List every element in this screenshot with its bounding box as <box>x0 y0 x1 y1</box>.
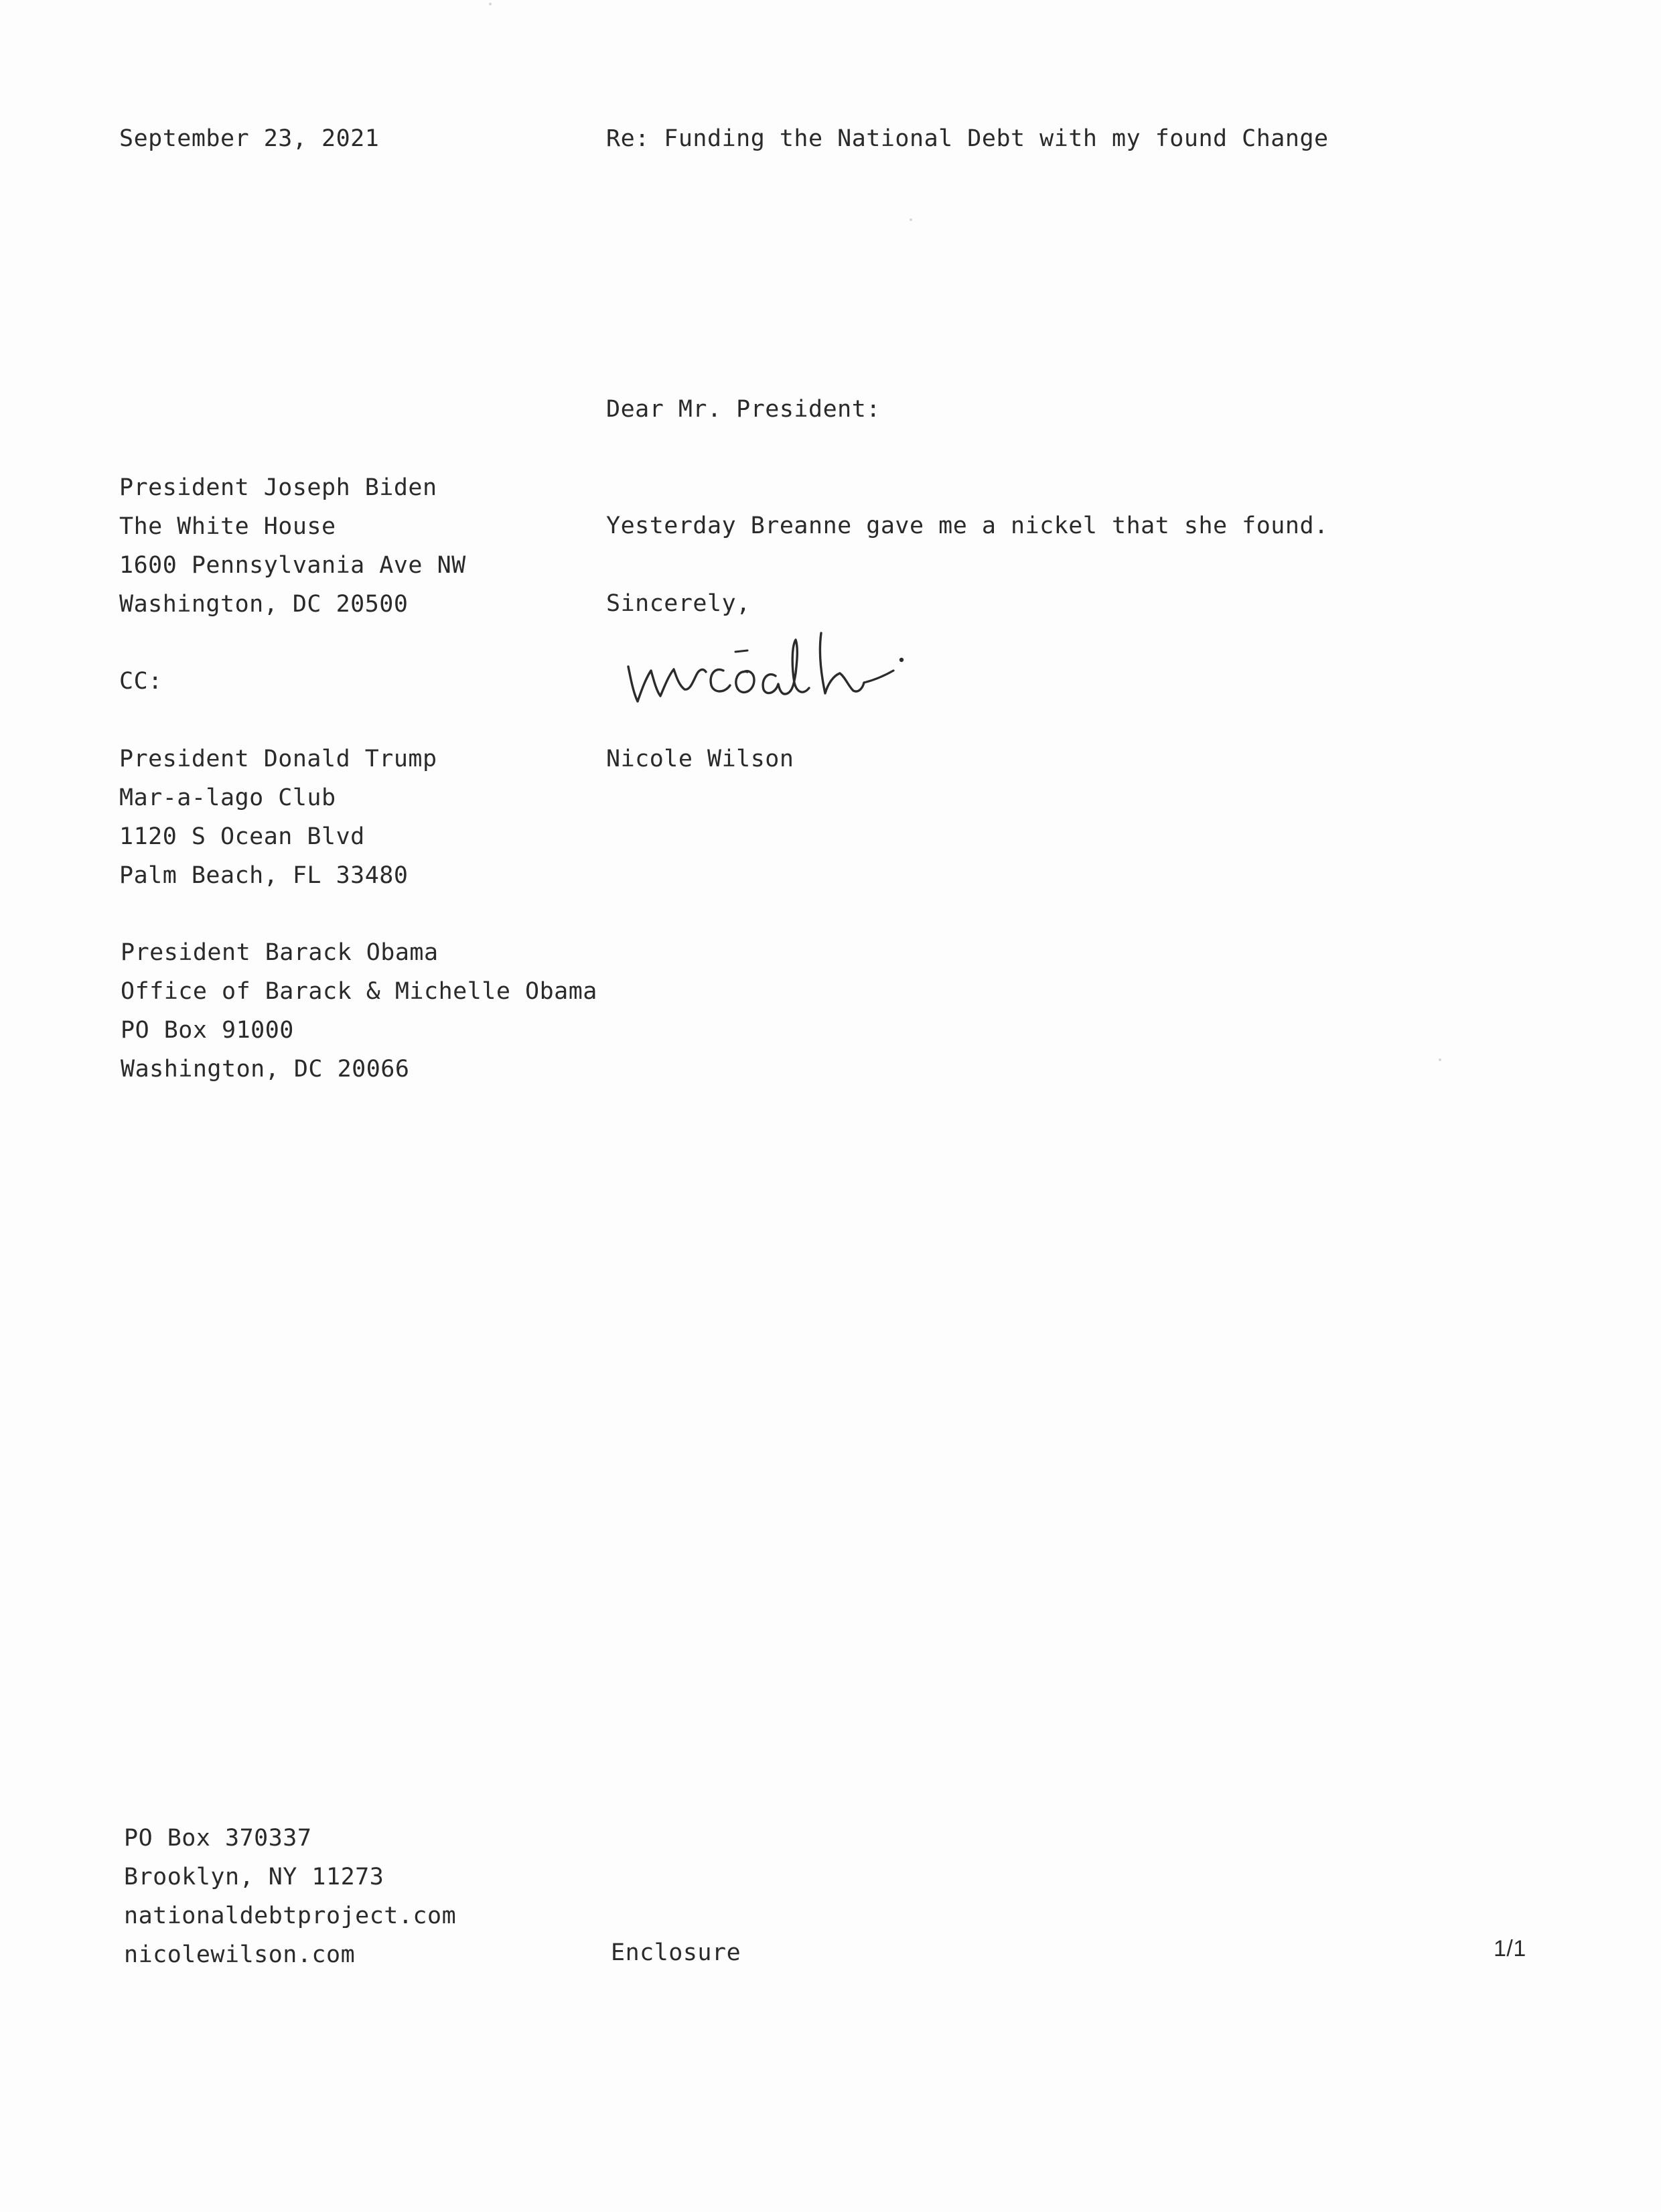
cc2-name: President Barack Obama <box>121 939 439 966</box>
subject-line <box>606 119 1329 158</box>
letter-body <box>606 506 1329 545</box>
footer-website-2: nicolewilson.com <box>124 1941 356 1968</box>
cc-address-1 <box>119 740 437 895</box>
recipient-address <box>119 468 466 624</box>
enclosure-text: Enclosure <box>611 1939 741 1966</box>
scan-speck <box>489 3 492 5</box>
body-text: Yesterday Breanne gave me a nickel that she found. <box>606 512 1329 539</box>
scan-speck <box>910 218 912 221</box>
cc-address-2 <box>121 933 597 1089</box>
footer-city: Brooklyn, NY 11273 <box>124 1864 384 1890</box>
cc1-name: President Donald Trump <box>119 746 437 772</box>
sender-name <box>606 740 794 778</box>
salutation-text: Dear Mr. President: <box>606 396 881 423</box>
letter-date <box>119 119 379 158</box>
closing <box>606 584 751 623</box>
cc-label <box>119 662 163 701</box>
cc-label-text: CC: <box>119 668 163 695</box>
recipient-org: The White House <box>119 513 336 540</box>
salutation <box>606 390 881 429</box>
enclosure-note <box>611 1933 741 1972</box>
sender-name-text: Nicole Wilson <box>606 746 794 772</box>
subject-text: Re: Funding the National Debt with my found Change <box>606 125 1329 152</box>
cc1-street: 1120 S Ocean Blvd <box>119 823 365 850</box>
cc2-city: Washington, DC 20066 <box>121 1056 410 1083</box>
signature-drawing <box>623 626 958 720</box>
cc1-org: Mar-a-lago Club <box>119 784 336 811</box>
cc1-city: Palm Beach, FL 33480 <box>119 862 409 889</box>
recipient-city: Washington, DC 20500 <box>119 591 409 618</box>
page-number-text: 1/1 <box>1494 1936 1526 1961</box>
cc2-org: Office of Barack & Michelle Obama <box>121 978 597 1005</box>
footer-po-box: PO Box 370337 <box>124 1825 312 1852</box>
closing-text: Sincerely, <box>606 590 751 617</box>
recipient-street: 1600 Pennsylvania Ave NW <box>119 552 466 579</box>
page-number <box>1494 1929 1526 1968</box>
recipient-name: President Joseph Biden <box>119 474 437 501</box>
footer-address <box>124 1819 456 1974</box>
cc2-street: PO Box 91000 <box>121 1017 294 1044</box>
handwritten-signature <box>623 626 958 720</box>
footer-website-1: nationaldebtproject.com <box>124 1903 457 1929</box>
scan-speck <box>1439 1058 1441 1061</box>
date-text: September 23, 2021 <box>119 125 380 152</box>
